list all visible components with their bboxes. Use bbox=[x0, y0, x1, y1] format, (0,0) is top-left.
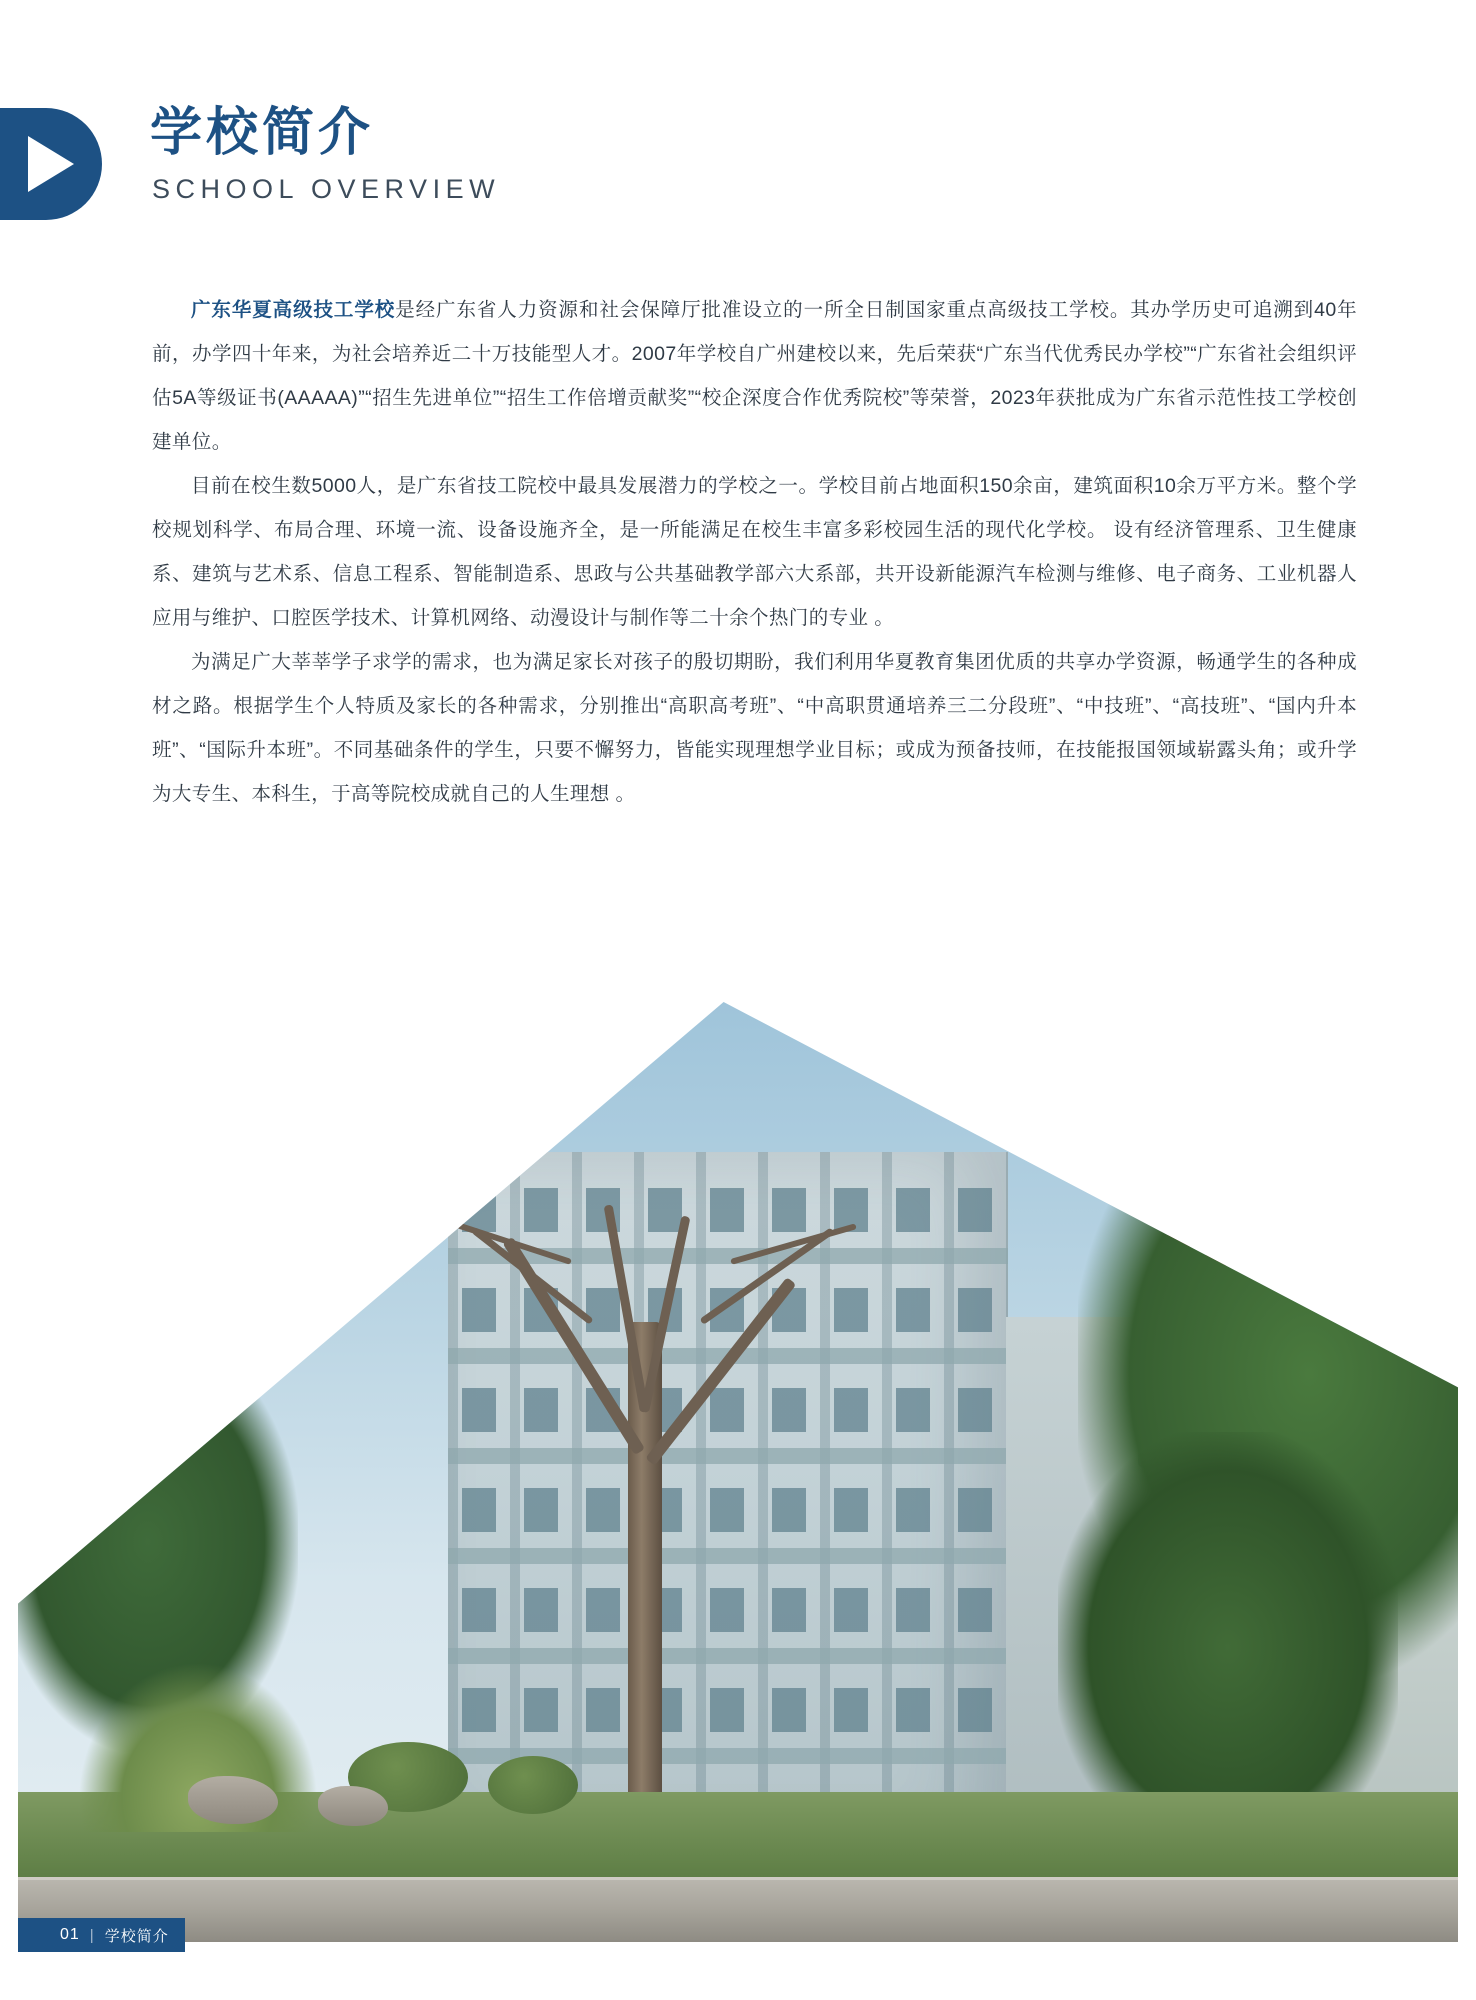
tree-branch bbox=[604, 1204, 649, 1412]
paragraph-3: 为满足广大莘莘学子求学的需求，也为满足家长对孩子的殷切期盼，我们利用华夏教育集团优质的共享办学资源，畅通学生的各种成材之路。根据学生个人特质及家长的各种需求，分别推出“高职高考班”、“中高职贯通培养三二分段班”、“中技班”、“高技班”、“国内升本班”、“国际升本班”。不同基础条件的学生，只要不懈努力，皆能实现理想学业目标；或成为预备技师，在技能报国领域崭露头角；或升学为大专生、本科生，于高等院校成就自己的人生理想 。 bbox=[152, 651, 1357, 805]
page-title: 学校简介 bbox=[150, 104, 375, 162]
play-triangle-icon bbox=[0, 108, 102, 220]
tree-branch bbox=[640, 1215, 690, 1413]
page-number: 01 bbox=[60, 1926, 80, 1943]
tree-branch bbox=[471, 1227, 594, 1325]
article-body bbox=[152, 288, 1357, 816]
paragraph-1 bbox=[152, 288, 1357, 464]
photo-rock bbox=[318, 1786, 388, 1826]
page-footer-tag bbox=[18, 1918, 185, 1952]
header-titles bbox=[150, 104, 500, 205]
paragraph-2: 目前在校生数5000人，是广东省技工院校中最具发展潜力的学校之一。学校目前占地面积150余亩，建筑面积10余万平方米。整个学校规划科学、布局合理、环境一流、设备设施齐全，是一所能满足在校生丰富多彩校园生活的现代化学校。 设有经济管理系、卫生健康系、建筑与艺术系、信息工程系、智能制造系、思政与公共基础教学部六大系部，共开设新能源汽车检测与维修、电子商务、工业机器人应用与维护、口腔医学技术、计算机网络、动漫设计与制作等二十余个热门的专业 。 bbox=[152, 475, 1357, 629]
footer-separator: | bbox=[89, 1926, 95, 1944]
photo-shrub bbox=[488, 1756, 578, 1814]
photo-retaining-wall bbox=[18, 1877, 1458, 1942]
page-subtitle-en: SCHOOL OVERVIEW bbox=[152, 173, 501, 204]
campus-photo bbox=[18, 1002, 1458, 1942]
footer-section-label: 学校简介 bbox=[104, 1927, 169, 1945]
lead-organization-name: 广东华夏高级技工学校 bbox=[191, 299, 396, 321]
paragraph-1-text: 是经广东省人力资源和社会保障厅批准设立的一所全日制国家重点高级技工学校。其办学历史可追溯到40年前，办学四十年来，为社会培养近二十万技能型人才。2007年学校自广州建校以来，先后荣获“广东当代优秀民办学校”“广东省社会组织评估5A等级证书(AAAAA)”“招生先进单位”“招生工作倍增贡献奖”“校企深度合作优秀院校”等荣誉，2023年获批成为广东省示范性技工学校创建单位。 bbox=[152, 299, 1357, 453]
page-header bbox=[0, 0, 1476, 255]
